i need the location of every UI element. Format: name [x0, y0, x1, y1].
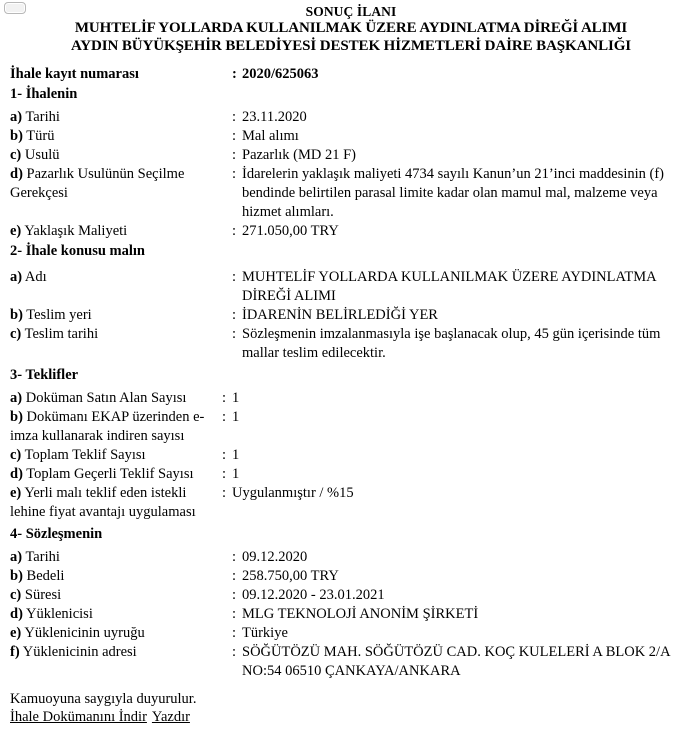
item-letter: b) [10, 409, 23, 425]
item-label-text: Yerli malı teklif eden istekli lehine fiyat avantajı uygulaması [10, 485, 196, 520]
public-notice-text: Kamuoyuna saygıyla duyurulur. [10, 691, 197, 707]
document-buyers-label [10, 389, 222, 408]
section-heading-tender: 1- İhalenin [10, 86, 78, 102]
footer [10, 690, 692, 726]
item-letter: c) [10, 326, 22, 342]
separator-colon: : [222, 485, 227, 501]
item-letter: f) [10, 644, 20, 660]
document-header [10, 0, 692, 55]
separator-colon: : [232, 549, 237, 565]
tender-type-value: Mal alımı [242, 128, 299, 144]
registration-number-value: 2020/625063 [242, 66, 319, 82]
row-contractor-nationality [10, 624, 692, 643]
item-label-text: Dokümanı EKAP üzerinden e-imza kullanarak indiren sayısı [10, 409, 205, 444]
row-delivery-place [10, 306, 692, 325]
item-label-text: Yaklaşık Maliyeti [21, 223, 128, 239]
separator-colon: : [222, 390, 227, 406]
row-contractor [10, 605, 692, 624]
separator-colon: : [232, 166, 237, 182]
item-label-text: Doküman Satın Alan Sayısı [22, 390, 187, 406]
separator-colon: : [222, 409, 227, 425]
valid-bids-value: 1 [232, 466, 240, 482]
separator-colon: : [232, 606, 237, 622]
row-total-bids [10, 446, 692, 465]
separator-colon: : [232, 269, 237, 285]
tender-type-label [10, 127, 232, 146]
item-label-text: Teslim tarihi [21, 326, 99, 342]
contractor-nationality-value: Türkiye [242, 625, 288, 641]
contract-amount-value: 258.750,00 TRY [242, 568, 339, 584]
goods-name-label [10, 268, 232, 287]
item-letter: b) [10, 568, 23, 584]
item-label-text: Usulü [21, 147, 60, 163]
row-goods-name [10, 268, 692, 306]
separator-colon: : [222, 466, 227, 482]
item-letter: d) [10, 466, 23, 482]
separator-colon: : [232, 326, 237, 342]
item-label-text: Toplam Teklif Sayısı [21, 447, 146, 463]
row-tender-date [10, 108, 692, 127]
contractor-address-value: SÖĞÜTÖZÜ MAH. SÖĞÜTÖZÜ CAD. KOÇ KULELERİ A BLOK 2/A NO:54 06510 ÇANKAYA/ANKARA [242, 644, 670, 679]
page-subtitle-line2: AYDIN BÜYÜKŞEHİR BELEDİYESİ DESTEK HİZMETLERİ DAİRE BAŞKANLIĞI [70, 37, 632, 54]
row-procedure-justification [10, 165, 692, 222]
item-label-text: Adı [22, 269, 47, 285]
item-letter: d) [10, 606, 23, 622]
row-ekap-downloads [10, 408, 692, 446]
row-contractor-address [10, 643, 692, 681]
item-letter: a) [10, 269, 23, 285]
row-tender-procedure [10, 146, 692, 165]
delivery-place-label [10, 306, 232, 325]
footer-links [10, 708, 692, 726]
domestic-price-advantage-label [10, 484, 222, 522]
page-title: SONUÇ İLANI [305, 4, 397, 19]
row-valid-bids [10, 465, 692, 484]
delivery-place-value: İDARENİN BELİRLEDİĞİ YER [242, 307, 438, 323]
item-letter: e) [10, 485, 22, 501]
item-label-text: Teslim yeri [22, 307, 92, 323]
contractor-nationality-label [10, 624, 232, 643]
row-tender-type [10, 127, 692, 146]
domestic-price-advantage-value: Uygulanmıştır / %15 [232, 485, 354, 501]
contract-duration-label [10, 586, 232, 605]
section-heading-bids: 3- Teklifler [10, 367, 79, 383]
page-subtitle-line1: MUHTELİF YOLLARDA KULLANILMAK ÜZERE AYDINLATMA DİREĞİ ALIMI [74, 20, 628, 36]
row-document-buyers [10, 389, 692, 408]
announcement-body [10, 65, 692, 681]
item-label-text: Tarihi [22, 549, 60, 565]
separator-colon: : [232, 223, 237, 239]
tender-procedure-value: Pazarlık (MD 21 F) [242, 147, 356, 163]
item-letter: c) [10, 147, 22, 163]
procedure-justification-label [10, 165, 232, 203]
contract-date-label [10, 548, 232, 567]
row-domestic-price-advantage [10, 484, 692, 522]
separator-colon: : [232, 625, 237, 641]
procedure-justification-value: İdarelerin yaklaşık maliyeti 4734 sayılı Kanun’un 21’inci maddesinin (f) bendinde belirtilen parasal limite kadar olan mamul mal, malzeme veya hizmet alımları. [242, 166, 664, 220]
estimated-cost-value: 271.050,00 TRY [242, 223, 339, 239]
row-estimated-cost [10, 222, 692, 241]
item-label-text: Yüklenicinin uyruğu [21, 625, 145, 641]
print-link[interactable]: Yazdır [151, 709, 190, 725]
separator-colon: : [232, 66, 237, 82]
separator-colon: : [232, 568, 237, 584]
item-letter: e) [10, 625, 22, 641]
contract-amount-label [10, 567, 232, 586]
delivery-date-value: Sözleşmenin imzalanmasıyla işe başlanacak olup, 45 gün içerisinde tüm mallar teslim edilecektir. [242, 326, 661, 361]
broken-image-icon [4, 2, 26, 14]
item-letter: a) [10, 390, 23, 406]
item-label-text: Yüklenicinin adresi [19, 644, 137, 660]
contractor-label [10, 605, 232, 624]
registration-number-label: İhale kayıt numarası [10, 66, 139, 82]
contractor-address-label [10, 643, 232, 662]
separator-colon: : [232, 109, 237, 125]
row-contract-duration [10, 586, 692, 605]
spacer [10, 261, 692, 268]
item-letter: b) [10, 307, 23, 323]
item-label-text: Yüklenicisi [22, 606, 93, 622]
total-bids-label [10, 446, 222, 465]
goods-name-value: MUHTELİF YOLLARDA KULLANILMAK ÜZERE AYDINLATMA DİREĞİ ALIMI [242, 269, 656, 304]
item-letter: b) [10, 128, 23, 144]
separator-colon: : [232, 587, 237, 603]
total-bids-value: 1 [232, 447, 240, 463]
delivery-date-label [10, 325, 232, 344]
separator-colon: : [232, 307, 237, 323]
tender-date-label [10, 108, 232, 127]
separator-colon: : [222, 447, 227, 463]
item-label-text: Süresi [21, 587, 62, 603]
row-delivery-date [10, 325, 692, 363]
separator-colon: : [232, 644, 237, 660]
item-letter: e) [10, 223, 22, 239]
separator-colon: : [232, 128, 237, 144]
item-letter: c) [10, 447, 22, 463]
separator-colon: : [232, 147, 237, 163]
contractor-value: MLG TEKNOLOJİ ANONİM ŞİRKETİ [242, 606, 479, 622]
contract-date-value: 09.12.2020 [242, 549, 308, 565]
item-letter: c) [10, 587, 22, 603]
item-label-text: Türü [22, 128, 55, 144]
document-buyers-value: 1 [232, 390, 240, 406]
section-heading-contract: 4- Sözleşmenin [10, 526, 103, 542]
item-letter: d) [10, 166, 23, 182]
item-label-text: Tarihi [22, 109, 60, 125]
row-contract-amount [10, 567, 692, 586]
valid-bids-label [10, 465, 222, 484]
row-contract-date [10, 548, 692, 567]
item-letter: a) [10, 549, 23, 565]
row-registration-number [10, 65, 692, 84]
item-label-text: Pazarlık Usulünün Seçilme Gerekçesi [10, 166, 185, 201]
ekap-downloads-value: 1 [232, 409, 240, 425]
contract-duration-value: 09.12.2020 - 23.01.2021 [242, 587, 385, 603]
item-label-text: Toplam Geçerli Teklif Sayısı [22, 466, 194, 482]
tender-procedure-label [10, 146, 232, 165]
section-heading-goods: 2- İhale konusu malın [10, 243, 145, 259]
ekap-downloads-label [10, 408, 222, 446]
item-label-text: Bedeli [22, 568, 65, 584]
item-letter: a) [10, 109, 23, 125]
tender-date-value: 23.11.2020 [242, 109, 307, 125]
estimated-cost-label [10, 222, 232, 241]
download-tender-document-link[interactable]: İhale Dokümanını İndir [10, 709, 147, 725]
